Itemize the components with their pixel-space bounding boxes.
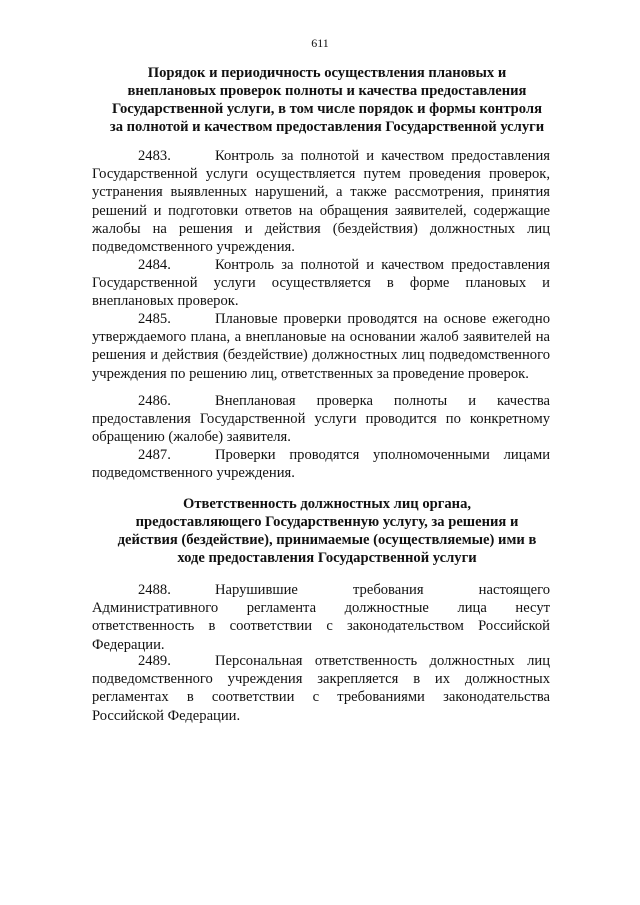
page-number: 611 [311, 36, 329, 50]
paragraph-2483 [92, 147, 550, 256]
section-heading-control [92, 64, 562, 136]
paragraph-number: 2484. [138, 257, 171, 273]
heading-line: Порядок и периодичность осуществления плановых и [147, 65, 507, 81]
paragraph-2489 [92, 652, 550, 725]
paragraph-text: Нарушившие требования настоящего Административного регламента должностные лица несут ответственность в соответствии с законодательством Российской Федерации. [92, 582, 550, 653]
heading-line: за полнотой и качеством предоставления Государственной услуги [109, 119, 545, 135]
paragraph-2484 [92, 256, 550, 311]
paragraph-number: 2487. [138, 447, 171, 463]
paragraph-text: Контроль за полнотой и качеством предоставления Государственной услуги осуществляется путем проведения проверок, устранения выявленных нарушений, а также рассмотрения, принятия решений и подготовки ответов на обращения заявителей, содержащие жалобы на решения и действия (бездействия) должностных лиц подведомственного учреждения. [92, 148, 550, 256]
heading-line: действия (бездействие), принимаемые (осуществляемые) ими в [117, 532, 537, 548]
paragraph-number: 2486. [138, 393, 171, 409]
paragraph-number: 2485. [138, 311, 171, 327]
heading-line: Ответственность должностных лиц органа, [182, 496, 472, 512]
paragraph-text: Внеплановая проверка полноты и качества предоставления Государственной услуги проводится по конкретному обращению (жалобе) заявителя. [92, 393, 550, 446]
paragraph-2488 [92, 581, 550, 654]
heading-line: Государственной услуги, в том числе порядок и формы контроля [112, 101, 542, 117]
paragraph-number: 2489. [138, 653, 171, 669]
paragraph-2486 [92, 392, 550, 447]
heading-line: предоставляющего Государственную услугу, за решения и [135, 514, 519, 530]
paragraph-number: 2483. [138, 148, 171, 164]
section-heading-responsibility [92, 495, 562, 567]
paragraph-text: Проверки проводятся уполномоченными лицами подведомственного учреждения. [92, 447, 550, 482]
heading-line: ходе предоставления Государственной услуги [177, 550, 477, 566]
paragraph-text: Плановые проверки проводятся на основе ежегодно утверждаемого плана, а внеплановые на основании жалоб заявителей на решения и действия (бездействие) должностных лиц подведомственного учреждения по решению лиц, ответственных за проведение проверок. [92, 311, 550, 382]
heading-line: внеплановых проверок полноты и качества предоставления [127, 83, 527, 99]
paragraph-2487 [92, 446, 550, 482]
paragraph-text: Контроль за полнотой и качеством предоставления Государственной услуги осуществляется в форме плановых и внеплановых проверок. [92, 257, 550, 310]
paragraph-text: Персональная ответственность должностных лиц подведомственного учреждения закрепляется в их должностных регламентах в соответствии с требованиями законодательства Российской Федерации. [92, 653, 550, 724]
paragraph-2485 [92, 310, 550, 383]
paragraph-number: 2488. [138, 582, 171, 598]
